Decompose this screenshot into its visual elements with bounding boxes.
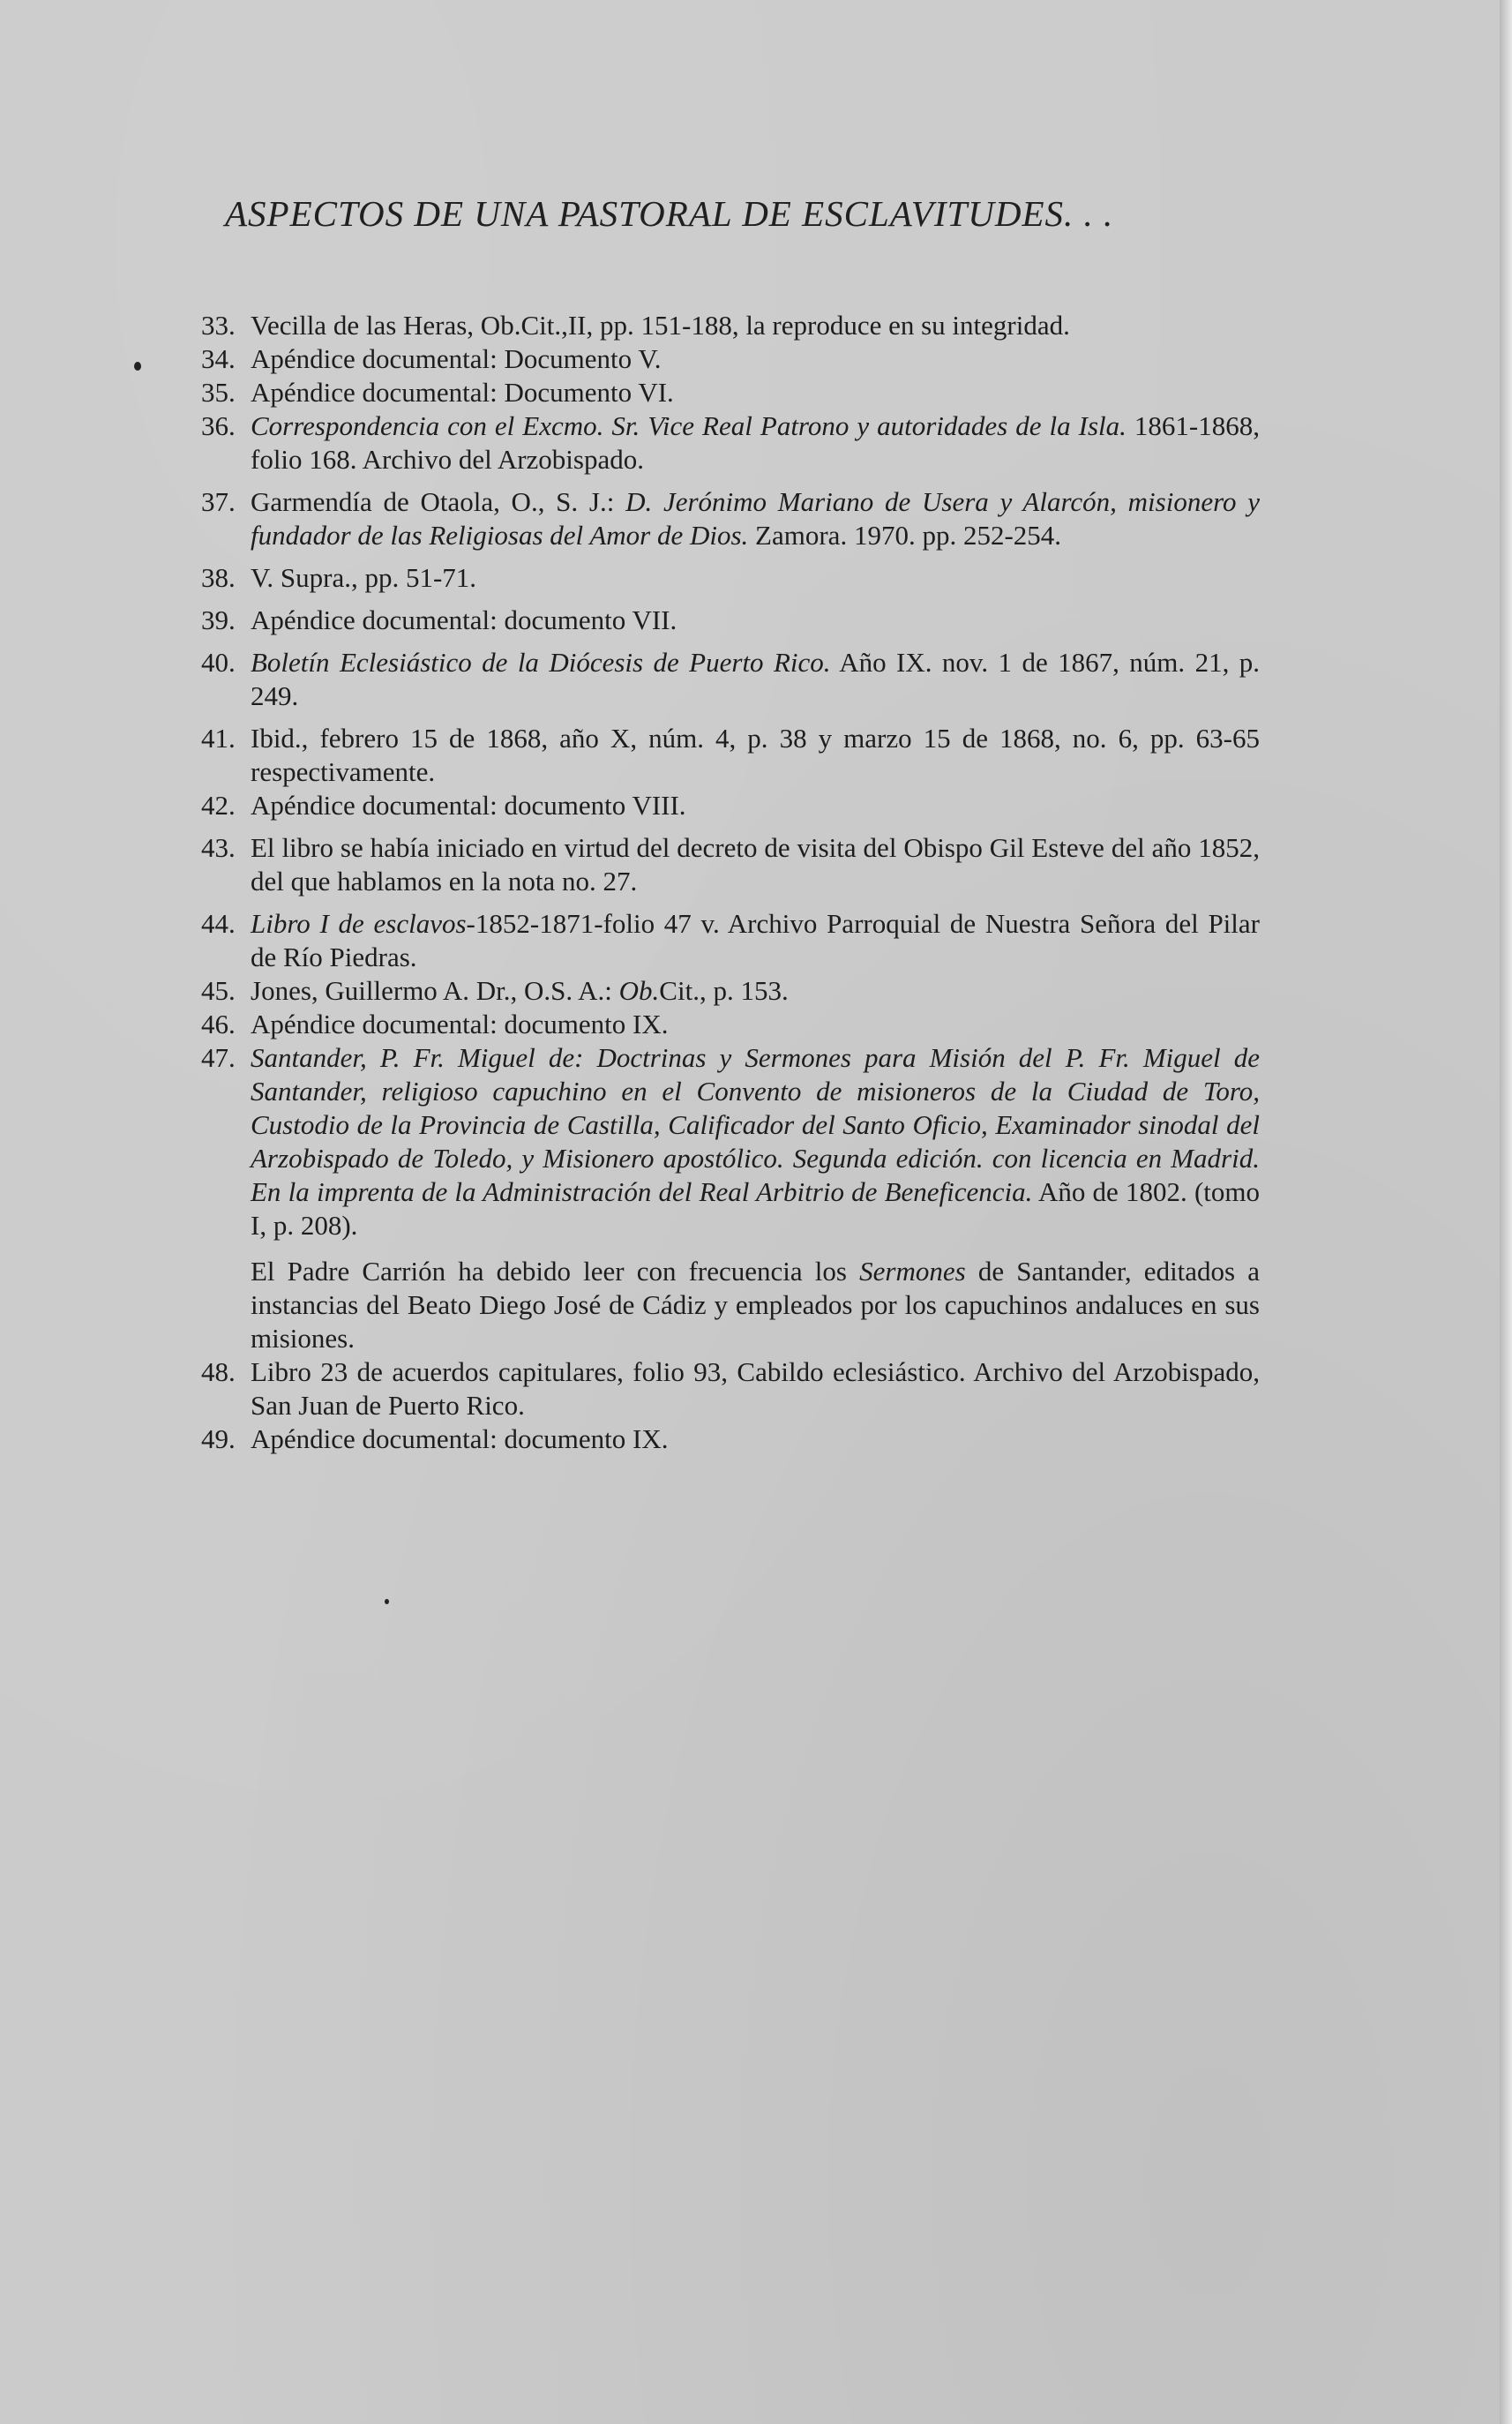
note-37: 37. Garmendía de Otaola, O., S. J.: D. Jerónimo Mariano de Usera y Alarcón, misionero y fundador de las Religiosas del Amor de Dios. Zamora. 1970. pp. 252-254. <box>201 486 1260 551</box>
running-head: ASPECTOS DE UNA PASTORAL DE ESCLAVITUDES. . . <box>225 193 1114 234</box>
endnotes-list <box>201 309 1260 1456</box>
note-42: 42. Apéndice documental: documento VIII. <box>201 790 686 821</box>
ink-speck <box>134 362 141 371</box>
note-40: 40. Boletín Eclesiástico de la Diócesis de Puerto Rico. Año IX. nov. 1 de 1867, núm. 21, p. 249. <box>201 647 1260 711</box>
note-38: 38. V. Supra., pp. 51-71. <box>201 562 477 593</box>
note-44: 44. Libro I de esclavos-1852-1871-folio 47 v. Archivo Parroquial de Nuestra Señora del Pilar de Río Piedras. <box>201 908 1260 972</box>
note-47-paragraph: El Padre Carrión ha debido leer con frecuencia los Sermones de Santander, editados a instancias del Beato Diego José de Cádiz y empleados por los capuchinos andaluces en sus misiones. <box>251 1256 1261 1354</box>
note-45: 45. Jones, Guillermo A. Dr., O.S. A.: Ob.Cit., p. 153. <box>201 975 789 1006</box>
note-49: 49. Apéndice documental: documento IX. <box>201 1423 669 1454</box>
note-46: 46. Apéndice documental: documento IX. <box>201 1009 669 1039</box>
note-34: 34. Apéndice documental: Documento V. <box>201 343 662 374</box>
note-39: 39. Apéndice documental: documento VII. <box>201 604 677 635</box>
note-35: 35. Apéndice documental: Documento VI. <box>201 377 674 408</box>
note-36: 36. Correspondencia con el Excmo. Sr. Vice Real Patrono y autoridades de la Isla. 1861-1868, folio 168. Archivo del Arzobispado. <box>201 410 1260 475</box>
ink-speck <box>385 1599 389 1604</box>
page-edge-shadow <box>1500 0 1512 2424</box>
note-47: 47. Santander, P. Fr. Miguel de: Doctrinas y Sermones para Misión del P. Fr. Miguel de Santander, religioso capuchino en el Convento de misioneros de la Ciudad de Toro, Custodio de la Provincia de Castilla, Calificador del Santo Oficio, Examinador sinodal del Arzobispado de Toledo, y Misionero apostólico. Segunda edición. con licencia en Madrid. En la imprenta de la Administración del Real Arbitrio de Beneficencia. Año de 1802. (tomo I, p. 208). <box>201 1042 1260 1241</box>
note-48: 48. Libro 23 de acuerdos capitulares, folio 93, Cabildo eclesiástico. Archivo del Arzobispado, San Juan de Puerto Rico. <box>201 1356 1260 1421</box>
note-33: 33. Vecilla de las Heras, Ob.Cit.,II, pp. 151-188, la reproduce en su integridad. <box>201 310 1070 341</box>
note-41: 41. Ibid., febrero 15 de 1868, año X, núm. 4, p. 38 y marzo 15 de 1868, no. 6, pp. 63-65 respectivamente. <box>201 723 1260 787</box>
note-43: 43. El libro se había iniciado en virtud del decreto de visita del Obispo Gil Esteve del año 1852, del que hablamos en la nota no. 27. <box>201 832 1260 897</box>
